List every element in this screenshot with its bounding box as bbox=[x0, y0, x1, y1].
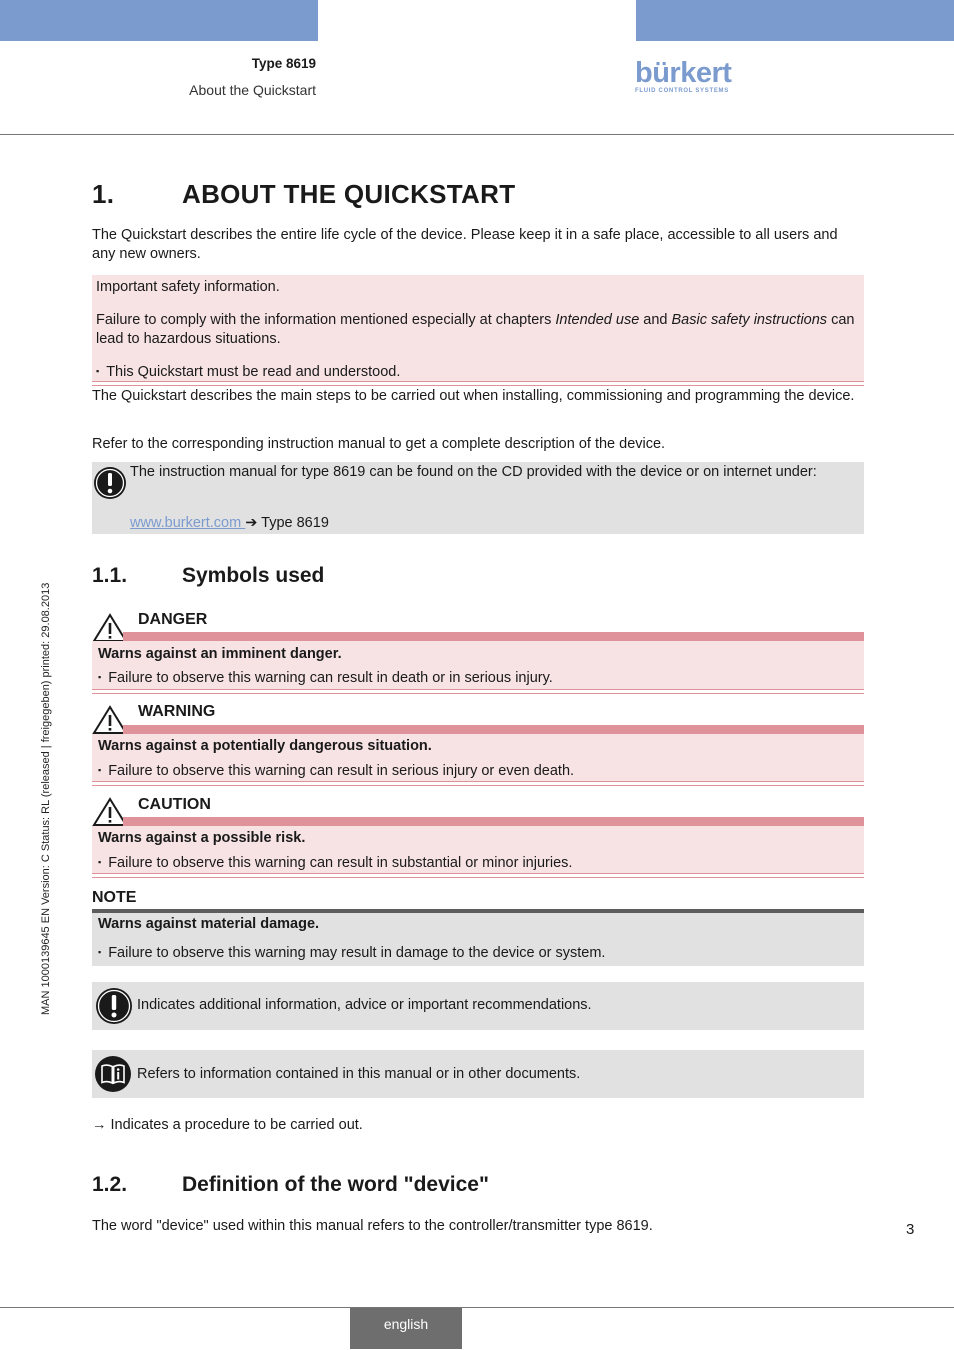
header-type: Type 8619 bbox=[251, 56, 316, 71]
danger-rule bbox=[92, 689, 864, 694]
exclamation-icon bbox=[95, 987, 133, 1025]
danger-label: DANGER bbox=[138, 611, 208, 628]
reference-info-box bbox=[92, 1050, 864, 1098]
section-1-2-title bbox=[92, 1173, 489, 1197]
document-metadata-margin: MAN 1000139645 EN Version: C Status: RL (released | freigegeben) printed: 29.08.2013 bbox=[40, 582, 52, 1015]
caution-rule bbox=[92, 873, 864, 878]
warning-box bbox=[92, 734, 864, 781]
warning-rule bbox=[92, 781, 864, 786]
safety-line-2: Failure to comply with the information mentioned especially at chapters Intended use and Basic safety instructions can lead to hazardous situations. bbox=[96, 312, 855, 347]
section-1-1-heading: Symbols used bbox=[182, 564, 325, 587]
caution-label: CAUTION bbox=[138, 796, 211, 813]
section-1-heading: ABOUT THE QUICKSTART bbox=[182, 179, 516, 209]
page-number: 3 bbox=[906, 1221, 915, 1238]
danger-bullet: ▪ Failure to observe this warning can result in death or in serious injury. bbox=[98, 669, 553, 689]
safety-line-1: Important safety information. bbox=[96, 279, 280, 295]
section-1-title bbox=[92, 179, 515, 210]
caution-bullet: ▪ Failure to observe this warning can result in substantial or minor injuries. bbox=[98, 854, 572, 874]
manual-info-text: The instruction manual for type 8619 can be found on the CD provided with the device or on internet under: bbox=[130, 464, 817, 480]
note-label: NOTE bbox=[92, 889, 137, 906]
caution-bar bbox=[123, 817, 864, 826]
intended-use-ref: Intended use bbox=[555, 312, 640, 328]
important-info-text: Indicates additional information, advice or important recommendations. bbox=[137, 997, 592, 1013]
warning-heading: Warns against a potentially dangerous situation. bbox=[98, 738, 432, 754]
language-tab: english bbox=[350, 1308, 462, 1349]
device-definition-text: The word "device" used within this manual refers to the controller/transmitter type 8619. bbox=[92, 1218, 653, 1234]
arrow-icon: ➔ bbox=[245, 515, 258, 531]
note-heading: Warns against material damage. bbox=[98, 916, 320, 932]
burkert-logo bbox=[635, 58, 731, 94]
burkert-website-link[interactable]: www.burkert.com bbox=[130, 515, 246, 531]
note-box bbox=[92, 913, 864, 966]
warning-bullet: ▪ Failure to observe this warning can result in serious injury or even death. bbox=[98, 762, 574, 782]
basic-safety-ref: Basic safety instructions bbox=[671, 312, 828, 328]
section-1-2-number: 1.2. bbox=[92, 1173, 128, 1196]
caution-heading: Warns against a possible risk. bbox=[98, 830, 306, 846]
header-subtitle: About the Quickstart bbox=[189, 82, 316, 98]
procedure-line: → Indicates a procedure to be carried out. bbox=[92, 1117, 363, 1133]
header-bar-right bbox=[636, 0, 954, 41]
safety-box bbox=[92, 275, 864, 381]
manual-info-box bbox=[92, 462, 864, 534]
danger-heading: Warns against an imminent danger. bbox=[98, 646, 342, 662]
paragraph-2: The Quickstart describes the main steps to be carried out when installing, commissioning and programming the device. bbox=[92, 388, 855, 404]
warning-label: WARNING bbox=[138, 703, 216, 720]
logo-name: bürkert bbox=[635, 57, 732, 89]
warning-bar bbox=[123, 725, 864, 734]
section-1-1-number: 1.1. bbox=[92, 564, 128, 587]
exclamation-icon bbox=[93, 466, 127, 500]
important-info-box bbox=[92, 982, 864, 1030]
safety-box-rule bbox=[92, 381, 864, 386]
reference-info-text: Refers to information contained in this manual or in other documents. bbox=[137, 1066, 581, 1082]
logo-tagline: FLUID CONTROL SYSTEMS bbox=[635, 88, 729, 94]
footer-rule bbox=[0, 1307, 954, 1308]
procedure-arrow-icon: → bbox=[92, 1117, 107, 1133]
safety-bullet: ▪ This Quickstart must be read and understood. bbox=[96, 363, 400, 383]
caution-box bbox=[92, 826, 864, 873]
note-bullet: ▪ Failure to observe this warning may result in damage to the device or system. bbox=[98, 944, 605, 964]
danger-box bbox=[92, 641, 864, 689]
book-info-icon bbox=[94, 1055, 132, 1093]
section-1-2-heading: Definition of the word "device" bbox=[182, 1173, 489, 1196]
paragraph-3: Refer to the corresponding instruction manual to get a complete description of the device. bbox=[92, 436, 666, 452]
header-bar-left bbox=[0, 0, 318, 41]
manual-link-line: www.burkert.com ➔ Type 8619 bbox=[130, 515, 329, 531]
section-1-1-title bbox=[92, 564, 324, 588]
danger-bar bbox=[123, 632, 864, 641]
header-rule bbox=[0, 134, 954, 135]
section-1-number: 1. bbox=[92, 179, 115, 209]
intro-paragraph: The Quickstart describes the entire life cycle of the device. Please keep it in a safe place, accessible to all users and any new owners. bbox=[92, 227, 838, 262]
